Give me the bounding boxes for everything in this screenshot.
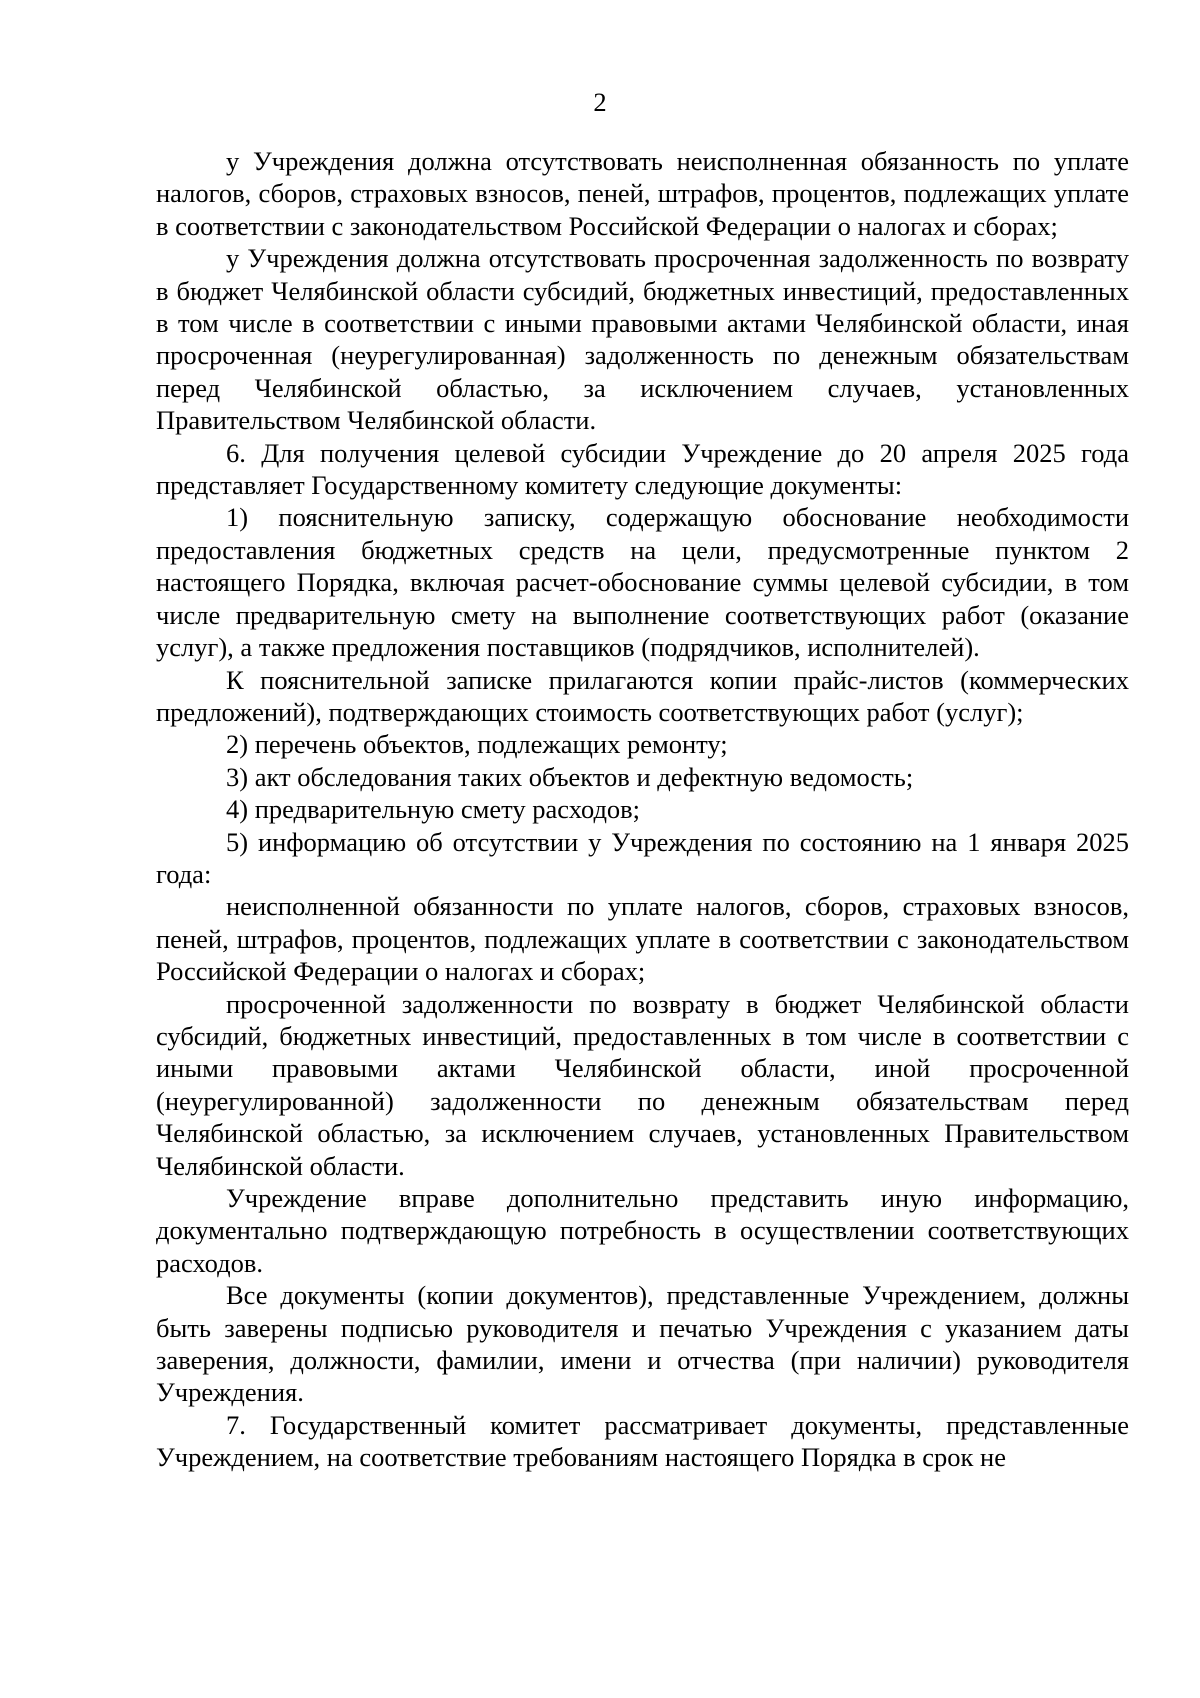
paragraph-overdue-debt: у Учреждения должна отсутствовать просроченная задолженность по возврату в бюджет Челябинской области субсидий, бюджетных инвестиций, предоставленных в том числе в соответствии с иными правовыми актами Челябинской области, иная просроченная (неурегулированная) задолженность по денежным обязательствам перед Челябинской областью, за исключением случаев, установленных Правительством Челябинской области. bbox=[156, 243, 1129, 436]
paragraph-item-4: 4) предварительную смету расходов; bbox=[226, 794, 641, 825]
document-body bbox=[156, 145, 1129, 1474]
paragraph-item-3: 3) акт обследования таких объектов и дефектную ведомость; bbox=[226, 761, 914, 792]
paragraph-item-5-debt: просроченной задолженности по возврату в бюджет Челябинской области субсидий, бюджетных инвестиций, предоставленных в том числе в соответствии с иными правовыми актами Челябинской области, иной просроченной (неурегулированной) задолженности по денежным обязательствам перед Челябинской областью, за исключением случаев, установленных Правительством Челябинской области. bbox=[156, 988, 1129, 1181]
paragraph-additional-info: Учреждение вправе дополнительно представить иную информацию, документально подтверждающую потребность в осуществлении соответствующих расходов. bbox=[156, 1183, 1129, 1278]
paragraph-section-7: 7. Государственный комитет рассматривает документы, представленные Учреждением, на соответствие требованиям настоящего Порядка в срок не bbox=[156, 1409, 1129, 1473]
paragraph-section-6: 6. Для получения целевой субсидии Учреждение до 20 апреля 2025 года представляет Государственному комитету следующие документы: bbox=[156, 437, 1129, 501]
page-number: 2 bbox=[593, 87, 607, 117]
paragraph-item-2: 2) перечень объектов, подлежащих ремонту; bbox=[226, 729, 728, 760]
paragraph-item-5-tax: неисполненной обязанности по уплате налогов, сборов, страховых взносов, пеней, штрафов, процентов, подлежащих уплате в соответствии с законодательством Российской Федерации о налогах и сборах; bbox=[156, 891, 1129, 987]
paragraph-item-1: 1) пояснительную записку, содержащую обоснование необходимости предоставления бюджетных средств на цели, предусмотренные пунктом 2 настоящего Порядка, включая расчет-обоснование суммы целевой субсидии, в том числе предварительную смету на выполнение соответствующих работ (оказание услуг), а также предложения поставщиков (подрядчиков, исполнителей). bbox=[156, 502, 1129, 663]
paragraph-tax-obligation: у Учреждения должна отсутствовать неисполненная обязанность по уплате налогов, сборов, страховых взносов, пеней, штрафов, процентов, подлежащих уплате в соответствии с законодательством Российской Федерации о налогах и сборах; bbox=[156, 146, 1129, 241]
paragraph-certification: Все документы (копии документов), представленные Учреждением, должны быть заверены подписью руководителя и печатью Учреждения с указанием даты заверения, должности, фамилии, имени и отчества (при наличии) руководителя Учреждения. bbox=[156, 1280, 1129, 1408]
paragraph-price-lists: К пояснительной записке прилагаются копии прайс-листов (коммерческих предложений), подтверждающих стоимость соответствующих работ (услуг); bbox=[156, 664, 1129, 727]
paragraph-item-5: 5) информацию об отсутствии у Учреждения по состоянию на 1 января 2025 года: bbox=[156, 826, 1129, 889]
